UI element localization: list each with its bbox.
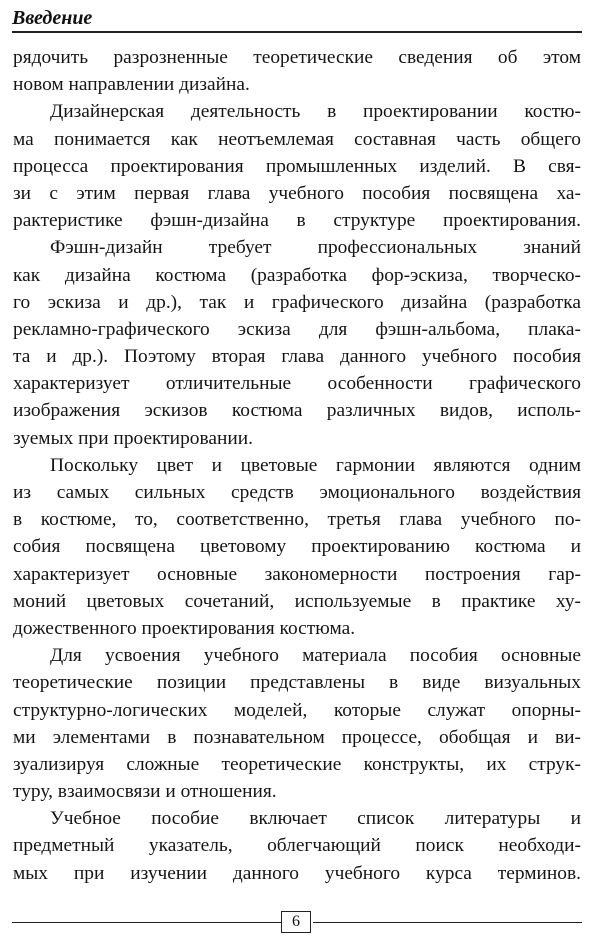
text-line: ма понимается как неотъемлемая составная часть общего bbox=[13, 128, 581, 150]
text-line: го эскиза и др.), так и графического дизайна (разработка bbox=[13, 291, 581, 313]
text-line: характеризует основные закономерности построения гар- bbox=[13, 563, 581, 585]
text-line: мых при изучении данного учебного курса терминов. bbox=[13, 862, 581, 884]
text-line: изображения эскизов костюма различных видов, исполь- bbox=[13, 400, 581, 422]
body-text bbox=[13, 44, 581, 887]
text-line: процесса проектирования промышленных изделий. В свя- bbox=[13, 155, 581, 177]
text-line: зи с этим первая глава учебного пособия посвящена ха- bbox=[13, 182, 581, 204]
footer-rule-right bbox=[313, 922, 582, 923]
text-line: рактеристике фэшн-дизайна в структуре проектирования. bbox=[13, 210, 581, 232]
text-line: Для усвоения учебного материала пособия основные bbox=[50, 645, 581, 667]
header-rule bbox=[12, 31, 582, 33]
text-line: рядочить разрозненные теоретические сведения об этом bbox=[13, 47, 581, 68]
text-line: Фэшн-дизайн требует профессиональных знаний bbox=[50, 237, 581, 259]
text-line: новом направлении дизайна. bbox=[13, 74, 250, 96]
text-line: ми элементами в познавательном процессе, обобщая и ви- bbox=[13, 726, 581, 748]
text-line: Дизайнерская деятельность в проектировании костю- bbox=[50, 101, 581, 123]
text-line: рекламно-графического эскиза для фэшн-альбома, плака- bbox=[13, 318, 581, 340]
page-number: 6 bbox=[281, 911, 311, 933]
text-line: зуемых при проектировании. bbox=[13, 427, 253, 449]
text-line: характеризует отличительные особенности графического bbox=[13, 373, 581, 395]
text-line: из самых сильных средств эмоционального воздействия bbox=[13, 482, 581, 503]
text-line: Поскольку цвет и цветовые гармонии являются одним bbox=[50, 454, 581, 476]
text-line: туру, взаимосвязи и отношения. bbox=[13, 781, 277, 803]
text-line: собия посвящена цветовому проектированию костюма и bbox=[13, 536, 581, 558]
text-line: моний цветовых сочетаний, используемые в практике ху- bbox=[13, 590, 581, 612]
text-line: предметный указатель, облегчающий поиск необходи- bbox=[13, 835, 581, 857]
text-line: зуализируя сложные теоретические конструкты, их струк- bbox=[13, 753, 581, 775]
running-header: Введение bbox=[12, 7, 93, 29]
text-line: как дизайна костюма (разработка фор-эскиза, творческо- bbox=[13, 264, 581, 286]
text-line: структурно-логических моделей, которые служат опорны- bbox=[13, 699, 581, 721]
text-line: в костюме, то, соответственно, третья глава учебного по- bbox=[13, 509, 581, 531]
text-line: теоретические позиции представлены в виде визуальных bbox=[13, 672, 581, 694]
text-line: Учебное пособие включает список литературы и bbox=[50, 808, 581, 830]
text-line: дожественного проектирования костюма. bbox=[13, 617, 356, 639]
footer-rule-left bbox=[12, 922, 281, 923]
text-line: та и др.). Поэтому вторая глава данного учебного пособия bbox=[13, 346, 581, 368]
